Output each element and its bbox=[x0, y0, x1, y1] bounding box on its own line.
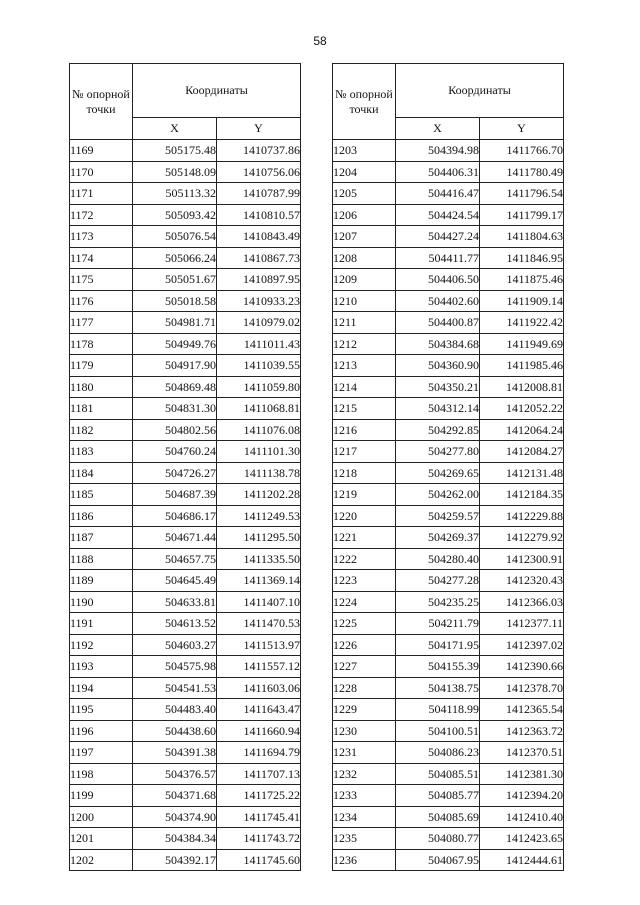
table-row bbox=[70, 527, 301, 549]
y-coordinate-cell: 1411949.69 bbox=[480, 333, 564, 355]
table-row bbox=[333, 183, 564, 205]
y-coordinate-cell: 1410933.23 bbox=[217, 290, 301, 312]
point-number-cell: 1236 bbox=[333, 849, 396, 871]
y-coordinate-cell: 1411766.70 bbox=[480, 140, 564, 162]
x-coordinate-cell: 504427.24 bbox=[396, 226, 480, 248]
x-coordinate-cell: 505018.58 bbox=[133, 290, 217, 312]
table-row bbox=[333, 441, 564, 463]
point-number-cell: 1211 bbox=[333, 312, 396, 334]
x-coordinate-cell: 504235.25 bbox=[396, 591, 480, 613]
y-coordinate-cell: 1412184.35 bbox=[480, 484, 564, 506]
x-coordinate-cell: 505051.67 bbox=[133, 269, 217, 291]
table-row bbox=[333, 419, 564, 441]
table-row bbox=[333, 806, 564, 828]
y-coordinate-cell: 1411557.12 bbox=[217, 656, 301, 678]
x-coordinate-cell: 504438.60 bbox=[133, 720, 217, 742]
x-coordinate-cell: 505093.42 bbox=[133, 204, 217, 226]
table-row bbox=[70, 226, 301, 248]
table-row bbox=[70, 785, 301, 807]
y-coordinate-cell: 1411707.13 bbox=[217, 763, 301, 785]
table-row bbox=[70, 204, 301, 226]
y-coordinate-cell: 1411985.46 bbox=[480, 355, 564, 377]
x-coordinate-cell: 505076.54 bbox=[133, 226, 217, 248]
point-number-cell: 1201 bbox=[70, 828, 133, 850]
x-column-header: X bbox=[396, 118, 480, 140]
point-number-cell: 1215 bbox=[333, 398, 396, 420]
point-number-cell: 1202 bbox=[70, 849, 133, 871]
x-coordinate-cell: 504406.50 bbox=[396, 269, 480, 291]
point-number-cell: 1232 bbox=[333, 763, 396, 785]
table-row bbox=[333, 677, 564, 699]
table-row bbox=[333, 570, 564, 592]
point-number-cell: 1200 bbox=[70, 806, 133, 828]
table-row bbox=[333, 527, 564, 549]
y-coordinate-cell: 1410897.95 bbox=[217, 269, 301, 291]
point-number-cell: 1205 bbox=[333, 183, 396, 205]
point-number-cell: 1189 bbox=[70, 570, 133, 592]
y-coordinate-cell: 1410810.57 bbox=[217, 204, 301, 226]
table-row bbox=[333, 161, 564, 183]
x-coordinate-cell: 504080.77 bbox=[396, 828, 480, 850]
x-coordinate-cell: 504211.79 bbox=[396, 613, 480, 635]
y-coordinate-cell: 1411101.30 bbox=[217, 441, 301, 463]
x-coordinate-cell: 504671.44 bbox=[133, 527, 217, 549]
y-coordinate-cell: 1412131.48 bbox=[480, 462, 564, 484]
point-number-cell: 1180 bbox=[70, 376, 133, 398]
table-row bbox=[333, 742, 564, 764]
x-coordinate-cell: 504391.38 bbox=[133, 742, 217, 764]
point-number-cell: 1230 bbox=[333, 720, 396, 742]
page-number: 58 bbox=[313, 34, 327, 48]
table-row bbox=[70, 699, 301, 721]
table-row bbox=[70, 634, 301, 656]
y-coordinate-cell: 1412229.88 bbox=[480, 505, 564, 527]
point-number-cell: 1178 bbox=[70, 333, 133, 355]
y-column-header: Y bbox=[480, 118, 564, 140]
table-row bbox=[70, 742, 301, 764]
y-coordinate-cell: 1411846.95 bbox=[480, 247, 564, 269]
table-row bbox=[70, 656, 301, 678]
table-row bbox=[333, 312, 564, 334]
x-coordinate-cell: 504981.71 bbox=[133, 312, 217, 334]
y-coordinate-cell: 1411643.47 bbox=[217, 699, 301, 721]
table-row bbox=[70, 763, 301, 785]
point-number-cell: 1219 bbox=[333, 484, 396, 506]
table-row bbox=[333, 226, 564, 248]
table-row bbox=[70, 312, 301, 334]
point-number-cell: 1222 bbox=[333, 548, 396, 570]
y-coordinate-cell: 1412008.81 bbox=[480, 376, 564, 398]
table-row bbox=[70, 720, 301, 742]
x-coordinate-cell: 504392.17 bbox=[133, 849, 217, 871]
x-coordinate-cell: 504483.40 bbox=[133, 699, 217, 721]
y-coordinate-cell: 1411039.55 bbox=[217, 355, 301, 377]
y-coordinate-cell: 1412300.91 bbox=[480, 548, 564, 570]
x-coordinate-cell: 505066.24 bbox=[133, 247, 217, 269]
x-coordinate-cell: 504657.75 bbox=[133, 548, 217, 570]
x-coordinate-cell: 504831.30 bbox=[133, 398, 217, 420]
point-number-cell: 1213 bbox=[333, 355, 396, 377]
table-row bbox=[333, 613, 564, 635]
point-number-cell: 1181 bbox=[70, 398, 133, 420]
table-row bbox=[70, 140, 301, 162]
table-row bbox=[70, 849, 301, 871]
x-coordinate-cell: 504259.57 bbox=[396, 505, 480, 527]
x-coordinate-cell: 504402.60 bbox=[396, 290, 480, 312]
table-row bbox=[333, 484, 564, 506]
y-coordinate-cell: 1412397.02 bbox=[480, 634, 564, 656]
coordinates-header: Координаты bbox=[396, 64, 564, 118]
table-row bbox=[70, 355, 301, 377]
point-number-cell: 1175 bbox=[70, 269, 133, 291]
point-number-cell: 1176 bbox=[70, 290, 133, 312]
x-coordinate-cell: 504155.39 bbox=[396, 656, 480, 678]
table-row bbox=[333, 462, 564, 484]
point-number-cell: 1229 bbox=[333, 699, 396, 721]
y-coordinate-cell: 1411725.22 bbox=[217, 785, 301, 807]
point-number-cell: 1206 bbox=[333, 204, 396, 226]
x-coordinate-cell: 504374.90 bbox=[133, 806, 217, 828]
point-number-cell: 1217 bbox=[333, 441, 396, 463]
point-number-cell: 1223 bbox=[333, 570, 396, 592]
table-row bbox=[70, 505, 301, 527]
table-row bbox=[70, 484, 301, 506]
table-row bbox=[333, 634, 564, 656]
x-coordinate-cell: 504371.68 bbox=[133, 785, 217, 807]
y-coordinate-cell: 1412084.27 bbox=[480, 441, 564, 463]
x-coordinate-cell: 504575.98 bbox=[133, 656, 217, 678]
y-coordinate-cell: 1412366.03 bbox=[480, 591, 564, 613]
x-coordinate-cell: 504280.40 bbox=[396, 548, 480, 570]
table-row bbox=[333, 333, 564, 355]
y-coordinate-cell: 1411470.53 bbox=[217, 613, 301, 635]
x-coordinate-cell: 504376.57 bbox=[133, 763, 217, 785]
table-row bbox=[333, 699, 564, 721]
point-number-cell: 1204 bbox=[333, 161, 396, 183]
y-coordinate-cell: 1412378.70 bbox=[480, 677, 564, 699]
table-row bbox=[70, 290, 301, 312]
point-number-cell: 1169 bbox=[70, 140, 133, 162]
point-number-cell: 1174 bbox=[70, 247, 133, 269]
point-number-cell: 1220 bbox=[333, 505, 396, 527]
y-coordinate-cell: 1411407.10 bbox=[217, 591, 301, 613]
table-row bbox=[333, 355, 564, 377]
point-number-cell: 1235 bbox=[333, 828, 396, 850]
table-row bbox=[333, 548, 564, 570]
y-coordinate-cell: 1411796.54 bbox=[480, 183, 564, 205]
y-coordinate-cell: 1411076.08 bbox=[217, 419, 301, 441]
y-coordinate-cell: 1411875.46 bbox=[480, 269, 564, 291]
table-row bbox=[70, 419, 301, 441]
point-number-cell: 1233 bbox=[333, 785, 396, 807]
y-coordinate-cell: 1411745.60 bbox=[217, 849, 301, 871]
table-row bbox=[333, 849, 564, 871]
x-coordinate-cell: 504100.51 bbox=[396, 720, 480, 742]
x-coordinate-cell: 504424.54 bbox=[396, 204, 480, 226]
table-row bbox=[333, 269, 564, 291]
x-coordinate-cell: 504917.90 bbox=[133, 355, 217, 377]
x-coordinate-cell: 504086.23 bbox=[396, 742, 480, 764]
table-row bbox=[70, 183, 301, 205]
table-row bbox=[70, 570, 301, 592]
table-row bbox=[333, 828, 564, 850]
y-coordinate-cell: 1411804.63 bbox=[480, 226, 564, 248]
y-coordinate-cell: 1412363.72 bbox=[480, 720, 564, 742]
point-number-cell: 1170 bbox=[70, 161, 133, 183]
y-coordinate-cell: 1412444.61 bbox=[480, 849, 564, 871]
y-coordinate-cell: 1410737.86 bbox=[217, 140, 301, 162]
y-coordinate-cell: 1411909.14 bbox=[480, 290, 564, 312]
point-number-cell: 1231 bbox=[333, 742, 396, 764]
x-coordinate-cell: 504312.14 bbox=[396, 398, 480, 420]
point-number-cell: 1207 bbox=[333, 226, 396, 248]
y-coordinate-cell: 1412390.66 bbox=[480, 656, 564, 678]
y-coordinate-cell: 1411922.42 bbox=[480, 312, 564, 334]
x-coordinate-cell: 504411.77 bbox=[396, 247, 480, 269]
x-coordinate-cell: 504603.27 bbox=[133, 634, 217, 656]
point-number-cell: 1185 bbox=[70, 484, 133, 506]
point-number-cell: 1188 bbox=[70, 548, 133, 570]
x-coordinate-cell: 504269.37 bbox=[396, 527, 480, 549]
x-coordinate-cell: 504384.68 bbox=[396, 333, 480, 355]
table-row bbox=[333, 505, 564, 527]
y-coordinate-cell: 1411799.17 bbox=[480, 204, 564, 226]
table-row bbox=[70, 613, 301, 635]
x-coordinate-cell: 504949.76 bbox=[133, 333, 217, 355]
x-coordinate-cell: 505113.32 bbox=[133, 183, 217, 205]
point-number-cell: 1228 bbox=[333, 677, 396, 699]
table-row bbox=[70, 269, 301, 291]
point-number-cell: 1198 bbox=[70, 763, 133, 785]
table-row bbox=[70, 828, 301, 850]
table-row bbox=[70, 441, 301, 463]
point-number-cell: 1182 bbox=[70, 419, 133, 441]
y-coordinate-cell: 1411011.43 bbox=[217, 333, 301, 355]
point-number-cell: 1191 bbox=[70, 613, 133, 635]
point-number-cell: 1172 bbox=[70, 204, 133, 226]
point-number-cell: 1187 bbox=[70, 527, 133, 549]
y-coordinate-cell: 1411138.78 bbox=[217, 462, 301, 484]
point-number-cell: 1209 bbox=[333, 269, 396, 291]
y-coordinate-cell: 1412370.51 bbox=[480, 742, 564, 764]
y-coordinate-cell: 1411202.28 bbox=[217, 484, 301, 506]
point-number-cell: 1225 bbox=[333, 613, 396, 635]
point-number-cell: 1208 bbox=[333, 247, 396, 269]
x-coordinate-cell: 504350.21 bbox=[396, 376, 480, 398]
x-coordinate-cell: 504360.90 bbox=[396, 355, 480, 377]
y-coordinate-cell: 1412381.30 bbox=[480, 763, 564, 785]
y-coordinate-cell: 1411295.50 bbox=[217, 527, 301, 549]
y-coordinate-cell: 1412279.92 bbox=[480, 527, 564, 549]
table-row bbox=[333, 376, 564, 398]
point-number-cell: 1195 bbox=[70, 699, 133, 721]
table-row bbox=[70, 376, 301, 398]
x-coordinate-cell: 504067.95 bbox=[396, 849, 480, 871]
point-number-cell: 1190 bbox=[70, 591, 133, 613]
y-coordinate-cell: 1412423.65 bbox=[480, 828, 564, 850]
x-coordinate-cell: 504085.69 bbox=[396, 806, 480, 828]
x-coordinate-cell: 504613.52 bbox=[133, 613, 217, 635]
table-row bbox=[70, 333, 301, 355]
x-coordinate-cell: 504541.53 bbox=[133, 677, 217, 699]
point-number-cell: 1199 bbox=[70, 785, 133, 807]
x-coordinate-cell: 504416.47 bbox=[396, 183, 480, 205]
point-number-cell: 1183 bbox=[70, 441, 133, 463]
y-coordinate-cell: 1412064.24 bbox=[480, 419, 564, 441]
table-row bbox=[70, 462, 301, 484]
point-number-cell: 1177 bbox=[70, 312, 133, 334]
point-number-cell: 1216 bbox=[333, 419, 396, 441]
point-number-cell: 1193 bbox=[70, 656, 133, 678]
x-coordinate-cell: 504760.24 bbox=[133, 441, 217, 463]
y-coordinate-cell: 1411660.94 bbox=[217, 720, 301, 742]
x-coordinate-cell: 505148.09 bbox=[133, 161, 217, 183]
point-number-cell: 1173 bbox=[70, 226, 133, 248]
point-number-cell: 1234 bbox=[333, 806, 396, 828]
point-number-cell: 1179 bbox=[70, 355, 133, 377]
x-coordinate-cell: 504138.75 bbox=[396, 677, 480, 699]
x-coordinate-cell: 505175.48 bbox=[133, 140, 217, 162]
point-number-cell: 1194 bbox=[70, 677, 133, 699]
y-coordinate-cell: 1411513.97 bbox=[217, 634, 301, 656]
point-number-cell: 1184 bbox=[70, 462, 133, 484]
y-coordinate-cell: 1412377.11 bbox=[480, 613, 564, 635]
point-number-cell: 1171 bbox=[70, 183, 133, 205]
y-coordinate-cell: 1410867.73 bbox=[217, 247, 301, 269]
table-row bbox=[70, 591, 301, 613]
coordinates-table-right bbox=[332, 63, 564, 871]
table-row bbox=[70, 398, 301, 420]
y-coordinate-cell: 1411780.49 bbox=[480, 161, 564, 183]
y-coordinate-cell: 1412394.20 bbox=[480, 785, 564, 807]
table-row bbox=[70, 247, 301, 269]
point-number-cell: 1203 bbox=[333, 140, 396, 162]
x-coordinate-cell: 504394.98 bbox=[396, 140, 480, 162]
x-coordinate-cell: 504118.99 bbox=[396, 699, 480, 721]
x-coordinate-cell: 504085.77 bbox=[396, 785, 480, 807]
x-coordinate-cell: 504277.28 bbox=[396, 570, 480, 592]
y-coordinate-cell: 1411603.06 bbox=[217, 677, 301, 699]
x-coordinate-cell: 504687.39 bbox=[133, 484, 217, 506]
x-coordinate-cell: 504726.27 bbox=[133, 462, 217, 484]
x-coordinate-cell: 504269.65 bbox=[396, 462, 480, 484]
point-number-cell: 1226 bbox=[333, 634, 396, 656]
y-coordinate-cell: 1411249.53 bbox=[217, 505, 301, 527]
y-coordinate-cell: 1410756.06 bbox=[217, 161, 301, 183]
point-number-cell: 1196 bbox=[70, 720, 133, 742]
table-row bbox=[333, 290, 564, 312]
y-coordinate-cell: 1412320.43 bbox=[480, 570, 564, 592]
point-number-cell: 1227 bbox=[333, 656, 396, 678]
table-row bbox=[333, 247, 564, 269]
y-coordinate-cell: 1410843.49 bbox=[217, 226, 301, 248]
table-row bbox=[333, 204, 564, 226]
y-coordinate-cell: 1412052.22 bbox=[480, 398, 564, 420]
x-coordinate-cell: 504085.51 bbox=[396, 763, 480, 785]
x-coordinate-cell: 504384.34 bbox=[133, 828, 217, 850]
x-coordinate-cell: 504645.49 bbox=[133, 570, 217, 592]
point-number-cell: 1214 bbox=[333, 376, 396, 398]
point-number-cell: 1212 bbox=[333, 333, 396, 355]
point-number-cell: 1197 bbox=[70, 742, 133, 764]
table-row bbox=[333, 398, 564, 420]
table-row bbox=[70, 548, 301, 570]
y-coordinate-cell: 1411694.79 bbox=[217, 742, 301, 764]
x-coordinate-cell: 504277.80 bbox=[396, 441, 480, 463]
x-coordinate-cell: 504292.85 bbox=[396, 419, 480, 441]
x-coordinate-cell: 504262.00 bbox=[396, 484, 480, 506]
y-coordinate-cell: 1412410.40 bbox=[480, 806, 564, 828]
x-coordinate-cell: 504686.17 bbox=[133, 505, 217, 527]
point-number-cell: 1218 bbox=[333, 462, 396, 484]
x-coordinate-cell: 504869.48 bbox=[133, 376, 217, 398]
coordinates-header: Координаты bbox=[133, 64, 301, 118]
point-number-cell: 1192 bbox=[70, 634, 133, 656]
table-row bbox=[70, 806, 301, 828]
y-column-header: Y bbox=[217, 118, 301, 140]
table-row bbox=[333, 656, 564, 678]
table-row bbox=[333, 591, 564, 613]
x-coordinate-cell: 504406.31 bbox=[396, 161, 480, 183]
table-row bbox=[333, 763, 564, 785]
y-coordinate-cell: 1411335.50 bbox=[217, 548, 301, 570]
point-number-cell: 1210 bbox=[333, 290, 396, 312]
point-number-header: № опорной точки bbox=[333, 64, 396, 140]
point-number-cell: 1224 bbox=[333, 591, 396, 613]
y-coordinate-cell: 1411369.14 bbox=[217, 570, 301, 592]
y-coordinate-cell: 1411059.80 bbox=[217, 376, 301, 398]
y-coordinate-cell: 1412365.54 bbox=[480, 699, 564, 721]
x-coordinate-cell: 504633.81 bbox=[133, 591, 217, 613]
table-row bbox=[333, 720, 564, 742]
y-coordinate-cell: 1411745.41 bbox=[217, 806, 301, 828]
x-coordinate-cell: 504400.87 bbox=[396, 312, 480, 334]
x-column-header: X bbox=[133, 118, 217, 140]
point-number-header: № опорной точки bbox=[70, 64, 133, 140]
table-row bbox=[333, 140, 564, 162]
point-number-cell: 1186 bbox=[70, 505, 133, 527]
table-row bbox=[70, 161, 301, 183]
y-coordinate-cell: 1410787.99 bbox=[217, 183, 301, 205]
coordinates-table-left bbox=[69, 63, 301, 871]
x-coordinate-cell: 504171.95 bbox=[396, 634, 480, 656]
y-coordinate-cell: 1410979.02 bbox=[217, 312, 301, 334]
y-coordinate-cell: 1411068.81 bbox=[217, 398, 301, 420]
y-coordinate-cell: 1411743.72 bbox=[217, 828, 301, 850]
table-row bbox=[70, 677, 301, 699]
table-row bbox=[333, 785, 564, 807]
point-number-cell: 1221 bbox=[333, 527, 396, 549]
x-coordinate-cell: 504802.56 bbox=[133, 419, 217, 441]
